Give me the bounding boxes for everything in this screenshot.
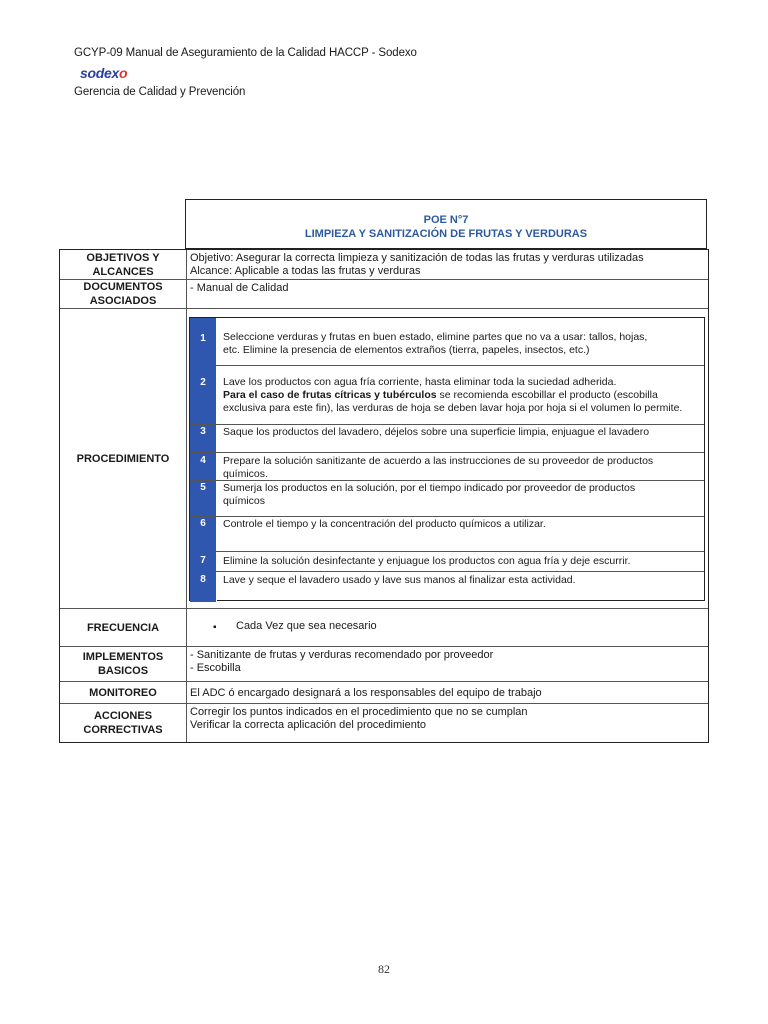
step-line: Saque los productos del lavadero, déjelos sobre una superficie limpia, enjuague el lavadero [223, 426, 650, 438]
procedure-step [190, 572, 704, 602]
page-number: 82 [378, 962, 390, 976]
document-header-title: GCYP-09 Manual de Aseguramiento de la Calidad HACCP - Sodexo [74, 47, 417, 59]
poe-number: POE N°7 [423, 214, 469, 226]
procedure-step [190, 318, 704, 366]
step-line: Lave los productos con agua fría corriente, hasta eliminar toda la suciedad adherida. [223, 376, 617, 388]
objetivo-text: Objetivo: Asegurar la correcta limpieza y sanitización de todas las frutas y verduras utilizadas [190, 252, 644, 264]
label-acciones [60, 704, 187, 742]
step-text [223, 482, 700, 508]
accion-text: Verificar la correcta aplicación del procedimiento [190, 719, 427, 731]
label-objetivos [60, 250, 187, 279]
step-line: Lave y seque el lavadero usado y lave sus manos al finalizar esta actividad. [223, 574, 576, 586]
step-text [223, 518, 700, 531]
step-text [223, 376, 700, 415]
alcance-text: Alcance: Aplicable a todas las frutas y verduras [190, 265, 421, 277]
step-line: Elimine la solución desinfectante y enjuague los productos con agua fría y deje escurrir. [223, 555, 631, 567]
frecuencia-text: Cada Vez que sea necesario [236, 620, 377, 632]
step-text [223, 426, 700, 439]
implemento-text: - Sanitizante de frutas y verduras recomendado por proveedor [190, 649, 494, 661]
label-line: ACCIONES [93, 710, 153, 722]
label-procedimiento [60, 309, 187, 608]
row-monitoreo [60, 682, 708, 704]
step-number: 8 [190, 572, 217, 602]
label-line: DOCUMENTOS [83, 281, 163, 293]
row-implementos [60, 647, 708, 682]
sodexo-logo [80, 65, 127, 81]
value-documentos [190, 280, 704, 308]
poe-title-box [185, 199, 707, 249]
step-text [223, 555, 700, 568]
implemento-text: - Escobilla [190, 662, 241, 674]
step-line: Controle el tiempo y la concentración del producto químicos a utilizar. [223, 518, 546, 530]
value-objetivos [190, 250, 704, 279]
step-number: 4 [190, 453, 217, 480]
step-emphasis: Para el caso de frutas cítricas y tubérculos [223, 389, 437, 401]
row-procedimiento [60, 309, 708, 609]
step-line: Seleccione verduras y frutas en buen estado, elimine partes que no va a usar: tallos, hojas, [223, 331, 648, 343]
value-acciones [190, 704, 704, 742]
label-line: BASICOS [97, 665, 149, 677]
row-acciones [60, 704, 708, 742]
row-documentos [60, 280, 708, 309]
procedure-steps [189, 317, 705, 601]
procedure-step [190, 366, 704, 425]
step-line: Prepare la solución sanitizante de acuerdo a las instrucciones de su proveedor de productos [223, 455, 654, 467]
step-number: 7 [190, 552, 217, 571]
step-number: 1 [190, 318, 217, 365]
step-line: etc. Elimine la presencia de elementos extraños (tierra, papeles, insectos, etc.) [223, 344, 590, 356]
label-line: IMPLEMENTOS [82, 651, 164, 663]
label-implementos [60, 647, 187, 681]
label-monitoreo [60, 682, 187, 703]
label-line: OBJETIVOS Y [86, 251, 160, 264]
step-number: 2 [190, 366, 217, 424]
label-line: FRECUENCIA [86, 621, 160, 634]
step-number: 5 [190, 481, 217, 516]
bullet-icon: ▪ [213, 622, 217, 633]
documento-text: - Manual de Calidad [190, 282, 289, 294]
label-line: ALCANCES [92, 265, 154, 278]
procedure-step [190, 481, 704, 517]
step-number: 3 [190, 425, 217, 452]
row-objetivos [60, 250, 708, 280]
step-line-rest: se recomienda escobillar el producto (escobilla [436, 389, 658, 401]
label-documentos [60, 280, 187, 308]
row-frecuencia [60, 609, 708, 647]
step-line: exclusiva para este fin), las verduras de hoja se deben lavar hoja por hoja si el volumen lo permite. [223, 402, 683, 414]
poe-title: LIMPIEZA Y SANITIZACIÓN DE FRUTAS Y VERDURAS [304, 228, 588, 240]
label-line: CORRECTIVAS [83, 724, 163, 736]
label-line: MONITOREO [89, 686, 157, 699]
step-text [223, 455, 700, 481]
label-line: ASOCIADOS [89, 295, 157, 307]
accion-text: Corregir los puntos indicados en el procedimiento que no se cumplan [190, 706, 528, 718]
procedure-step [190, 425, 704, 453]
monitoreo-text: El ADC ó encargado designará a los responsables del equipo de trabajo [190, 687, 542, 699]
procedure-step [190, 552, 704, 572]
step-text [223, 574, 700, 587]
document-header-subtitle: Gerencia de Calidad y Prevención [74, 86, 246, 98]
value-frecuencia [187, 609, 704, 646]
label-line: PROCEDIMIENTO [76, 452, 170, 465]
poe-table [59, 249, 709, 743]
step-text [223, 331, 700, 357]
step-line: químicos [223, 495, 266, 507]
value-implementos [190, 647, 704, 681]
procedure-step [190, 453, 704, 481]
logo-accent: o [118, 65, 128, 81]
value-monitoreo [190, 682, 704, 703]
step-line: químicos. [223, 468, 268, 480]
step-line: Sumerja los productos en la solución, por el tiempo indicado por proveedor de productos [223, 482, 636, 494]
step-line [223, 389, 700, 402]
step-number: 6 [190, 517, 217, 551]
procedure-step [190, 517, 704, 552]
logo-text: sodex [80, 65, 119, 81]
label-frecuencia [60, 609, 187, 646]
